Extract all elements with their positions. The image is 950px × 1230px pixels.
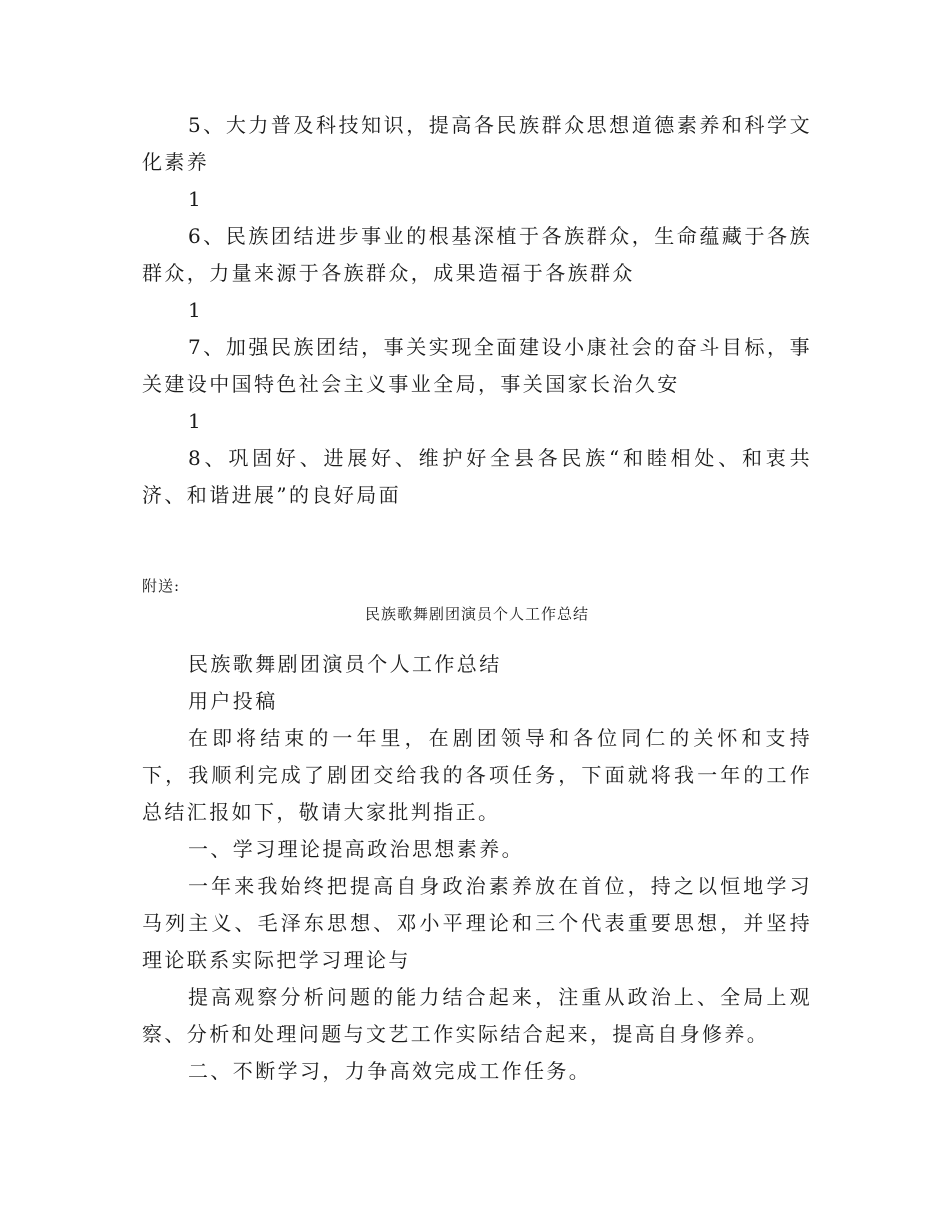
section-heading-2: 二、不断学习，力争高效完成工作任务。 <box>188 1059 592 1083</box>
appendix-title: 民族歌舞剧团演员个人工作总结 <box>364 605 589 623</box>
appendix-label: 附送: <box>142 577 181 595</box>
list-item-7: 7、加强民族团结，事关实现全面建设小康社会的奋斗目标，事关建设中国特色社会主义事业全局，事关国家长治久安 <box>142 335 812 396</box>
section-heading-1: 一、学习理论提高政治思想素养。 <box>188 837 524 861</box>
page-number: 1 <box>188 298 204 322</box>
numbered-list <box>142 107 812 514</box>
article-paragraph: 一年来我始终把提高自身政治素养放在首位，持之以恒地学习马列主义、毛泽东思想、邓小平理论和三个代表重要思想，并坚持理论联系实际把学习理论与 <box>142 874 812 972</box>
list-item-5: 5、大力普及科技知识，提高各民族群众思想道德素养和科学文化素养 <box>142 113 812 174</box>
page-number: 1 <box>188 187 204 211</box>
article-source: 用户投稿 <box>188 689 278 713</box>
list-item-6: 6、民族团结进步事业的根基深植于各族群众，生命蕴藏于各族群众，力量来源于各族群众，成果造福于各族群众 <box>142 224 812 285</box>
page-number: 1 <box>188 409 204 433</box>
list-item-8: 8、巩固好、进展好、维护好全县各民族“和睦相处、和衷共济、和谐进展”的良好局面 <box>142 446 812 507</box>
article-paragraph: 在即将结束的一年里，在剧团领导和各位同仁的关怀和支持下，我顺利完成了剧团交给我的各项任务，下面就将我一年的工作总结汇报如下，敬请大家批判指正。 <box>142 726 812 824</box>
article-paragraph: 提高观察分析问题的能力结合起来，注重从政治上、全局上观察、分析和处理问题与文艺工作实际结合起来，提高自身修养。 <box>142 985 812 1046</box>
article-body <box>142 646 812 1090</box>
article-heading: 民族歌舞剧团演员个人工作总结 <box>188 652 502 676</box>
